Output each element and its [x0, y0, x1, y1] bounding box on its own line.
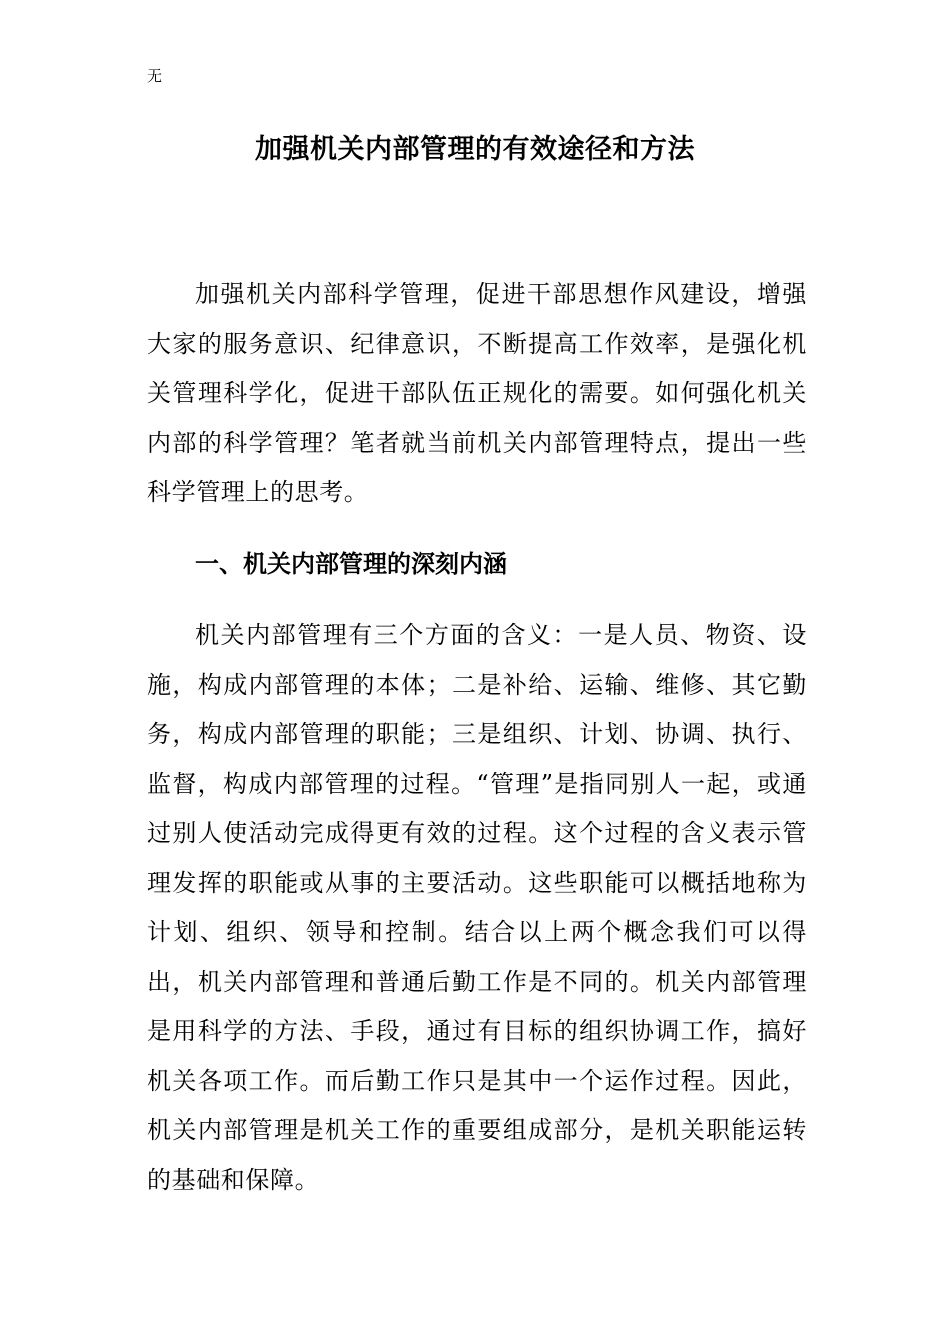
intro-section: [147, 270, 807, 518]
document-title: 加强机关内部管理的有效途径和方法: [255, 134, 695, 165]
header-mark: 无: [147, 67, 163, 85]
section-heading: 一、机关内部管理的深刻内涵: [195, 550, 507, 578]
section-body: [147, 611, 807, 1205]
intro-paragraph: 加强机关内部科学管理，促进干部思想作风建设，增强大家的服务意识、纪律意识，不断提高工作效率，是强化机关管理科学化，促进干部队伍正规化的需要。如何强化机关内部的科学管理？笔者就当前机关内部管理特点，提出一些科学管理上的思考。: [147, 280, 807, 506]
section-paragraph: 机关内部管理有三个方面的含义：一是人员、物资、设施，构成内部管理的本体；二是补给、运输、维修、其它勤务，构成内部管理的职能；三是组织、计划、协调、执行、监督，构成内部管理的过程。“管理”是指同别人一起，或通过别人使活动完成得更有效的过程。这个过程的含义表示管理发挥的职能或从事的主要活动。这些职能可以概括地称为计划、组织、领导和控制。结合以上两个概念我们可以得出，机关内部管理和普通后勤工作是不同的。机关内部管理是用科学的方法、手段，通过有目标的组织协调工作，搞好机关各项工作。而后勤工作只是其中一个运作过程。因此，机关内部管理是机关工作的重要组成部分，是机关职能运转的基础和保障。: [147, 621, 807, 1194]
